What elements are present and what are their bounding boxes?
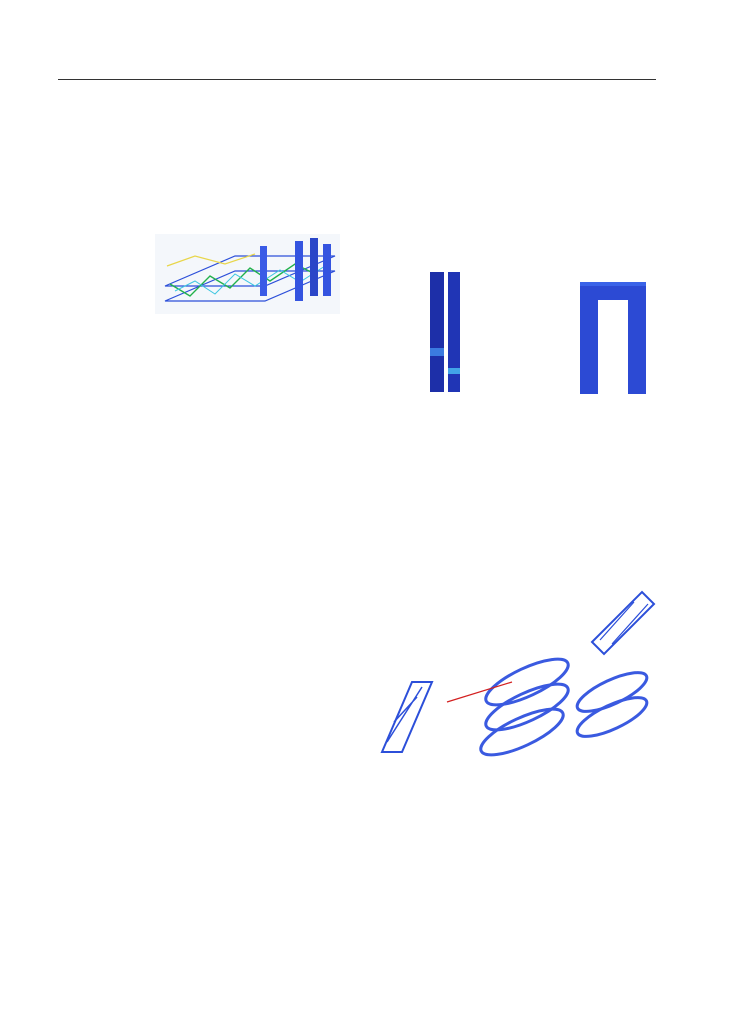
- fig17-pointer: [447, 682, 512, 702]
- header-rule: [58, 79, 656, 80]
- fig17-svg: [372, 572, 662, 768]
- fig15-charts: [75, 478, 350, 740]
- fig16b-steel-frame: [580, 282, 646, 394]
- fig14-truss-model: [155, 234, 340, 314]
- figure-14: [95, 226, 345, 318]
- fig16a-core-tube: [430, 272, 460, 392]
- figure-17: [372, 572, 662, 768]
- fig16-svg: [372, 268, 658, 420]
- figure-15: [75, 478, 350, 740]
- fig17-belt-truss-south: [475, 650, 573, 763]
- figure-16: [372, 268, 658, 420]
- fig14-svg: [95, 226, 345, 318]
- fig17-belt-truss-north: [572, 665, 651, 744]
